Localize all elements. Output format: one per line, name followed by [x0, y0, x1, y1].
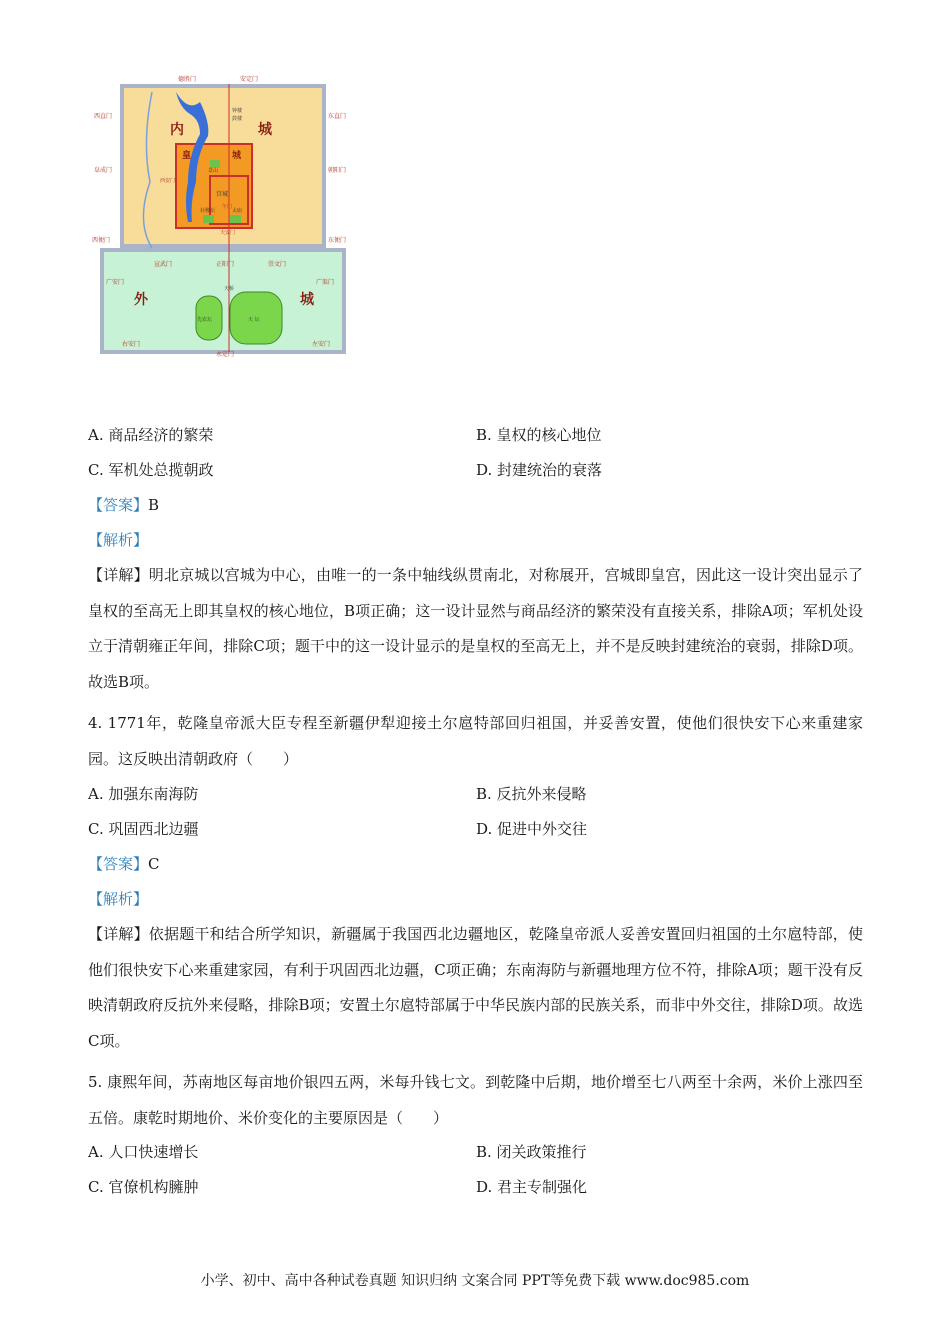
- q5-option-c: C. 官僚机构臃肿: [88, 1178, 199, 1196]
- gate-guangqu: 广渠门: [316, 279, 335, 286]
- label-tianqiao: 天桥: [224, 286, 235, 292]
- gate-tianan: 天安门: [220, 230, 236, 236]
- q3-option-c: C. 军机处总揽朝政: [88, 461, 214, 479]
- q4-answer: [88, 854, 160, 874]
- beijing-city-map: [92, 72, 354, 358]
- q3-option-d: D. 封建统治的衰落: [476, 461, 603, 479]
- q5-option-b: B. 闭关政策推行: [476, 1143, 587, 1161]
- label-imperial-2: 城: [232, 151, 242, 161]
- gate-anding: 安定门: [240, 76, 259, 83]
- q3-answer: [88, 495, 159, 515]
- label-tiantan: 天 坛: [248, 317, 260, 323]
- q4-stem: 4. 1771年，乾隆皇帝派大臣专程至新疆伊犁迎接土尔扈特部回归祖国，并妥善安置，使他们很快安下心来重建家园。这反映出清朝政府（ ）: [88, 714, 863, 768]
- q4-analysis-tag: 【解析】: [88, 890, 149, 908]
- label-sheji: 社稷坛: [200, 208, 216, 214]
- gate-yongding: 永定门: [216, 351, 235, 358]
- gate-zuoan: 左安门: [312, 341, 331, 348]
- q4-answer-tag: 【答案】: [88, 855, 149, 873]
- gate-chongwen: 崇文门: [268, 261, 287, 268]
- gate-xian: 西安门: [160, 178, 176, 184]
- q5-stem: 5. 康熙年间，苏南地区每亩地价银四五两，米每升钱七文。到乾隆中后期，地价增至七八两至十余两，米价上涨四至五倍。康乾时期地价、米价变化的主要原因是（ ）: [88, 1073, 863, 1127]
- q4-option-b: B. 反抗外来侵略: [476, 785, 587, 803]
- label-inner-2: 城: [258, 122, 272, 138]
- label-taimiao: 太庙: [232, 208, 243, 214]
- label-bell-tower: 钟楼: [232, 108, 243, 114]
- sheji-altar: [203, 215, 214, 223]
- q3-option-b: B. 皇权的核心地位: [476, 426, 602, 444]
- label-drum-tower: 鼓楼: [232, 116, 243, 122]
- q3-answer-tag: 【答案】: [88, 496, 149, 514]
- page-footer: 小学、初中、高中各种试卷真题 知识归纳 文案合同 PPT等免费下载 www.doc985.com: [200, 1273, 750, 1289]
- label-palace: 宫城: [216, 191, 229, 198]
- label-imperial-1: 皇: [182, 151, 192, 161]
- label-jingshan: 景山: [208, 168, 219, 174]
- gate-zhengyang: 正阳门: [216, 261, 235, 268]
- gate-dongzhi: 东直门: [328, 113, 347, 120]
- gate-xuanwu: 宣武门: [154, 261, 173, 268]
- q5-option-a: A. 人口快速增长: [88, 1143, 199, 1161]
- q4-answer-value: C: [148, 855, 160, 873]
- q4-option-c: C. 巩固西北边疆: [88, 820, 199, 838]
- gate-dongbian: 东便门: [328, 237, 347, 244]
- q5-option-d: D. 君主专制强化: [476, 1178, 588, 1196]
- label-outer-1: 外: [134, 292, 148, 308]
- q3-analysis-tag: 【解析】: [88, 531, 149, 549]
- gate-guangan: 广安门: [106, 279, 125, 286]
- taimiao: [230, 215, 241, 223]
- gate-xizhi: 西直门: [94, 113, 113, 120]
- gate-fucheng: 阜成门: [94, 167, 113, 174]
- jingshan: [210, 160, 220, 168]
- gate-desheng: 德胜门: [178, 76, 197, 83]
- label-outer-2: 城: [300, 292, 314, 308]
- gate-youan: 右安门: [122, 341, 141, 348]
- gate-chaoyang: 朝阳门: [328, 167, 347, 174]
- label-xiannong: 先农坛: [197, 317, 213, 323]
- gate-wu: 午门: [222, 204, 233, 210]
- q4-detail: 【详解】依据题干和结合所学知识，新疆属于我国西北边疆地区，乾隆皇帝派人妥善安置回归祖国的土尔扈特部，使他们很快安下心来重建家园，有利于巩固西北边疆，C项正确；东南海防与新疆地理方位不符，排除A项；题干没有反映清朝政府反抗外来侵略，排除B项；安置土尔扈特部属于中华民族内部的民族关系，而非中外交往，排除D项。故选C项。: [88, 925, 863, 1050]
- q4-option-d: D. 促进中外交往: [476, 820, 588, 838]
- q3-detail: 【详解】明北京城以宫城为中心，由唯一的一条中轴线纵贯南北，对称展开，宫城即皇宫，因此这一设计突出显示了皇权的至高无上即其皇权的核心地位，B项正确；这一设计显然与商品经济的繁荣没有直接关系，排除A项；军机处设立于清朝雍正年间，排除C项；题干中的这一设计显示的是皇权的至高无上，并不是反映封建统治的衰弱，排除D项。故选B项。: [88, 566, 863, 691]
- gate-xibian: 西便门: [92, 237, 111, 244]
- q3-answer-value: B: [148, 496, 160, 514]
- label-inner-1: 内: [170, 122, 184, 138]
- q3-option-a: A. 商品经济的繁荣: [88, 426, 214, 444]
- q4-option-a: A. 加强东南海防: [88, 785, 199, 803]
